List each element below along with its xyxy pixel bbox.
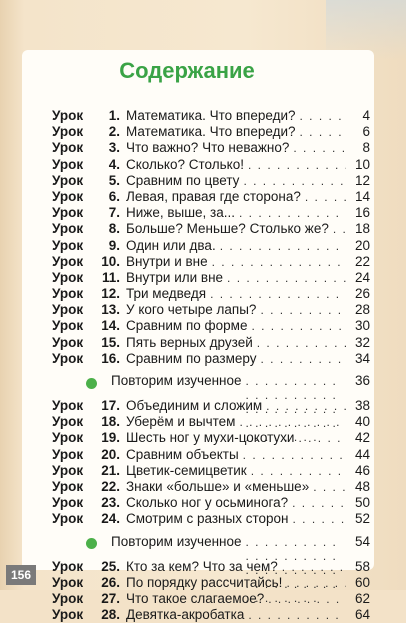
lesson-title: Внутри и вне: [126, 254, 208, 269]
lesson-page: 16: [350, 205, 370, 220]
lesson-label: Урок: [52, 591, 98, 606]
leader-dots: [292, 512, 346, 526]
lesson-number: 13.: [98, 302, 120, 317]
lesson-label: Урок: [52, 140, 98, 155]
green-bullet-icon: [86, 378, 97, 389]
toc-entry[interactable]: [52, 463, 370, 479]
lesson-number: 3.: [98, 140, 120, 155]
lesson-page: 14: [350, 189, 370, 204]
toc-entry[interactable]: [52, 238, 370, 254]
toc-entry[interactable]: [52, 270, 370, 286]
lesson-number: 25.: [98, 559, 120, 574]
lesson-title: Сравним по форме: [126, 318, 247, 333]
lesson-title: Кто за кем? Что за чем?: [126, 559, 278, 574]
review-title: Повторим изученное: [111, 534, 242, 549]
lesson-page: 64: [350, 607, 370, 622]
leader-dots: [227, 271, 346, 285]
lesson-title: Уберём и вычтем: [126, 414, 235, 429]
toc-entry[interactable]: [52, 398, 370, 414]
leader-dots: [243, 448, 346, 462]
toc-entry[interactable]: [52, 173, 370, 189]
lesson-page: 34: [350, 351, 370, 366]
toc-entry[interactable]: [52, 591, 370, 607]
green-bullet-icon: [86, 538, 97, 549]
lesson-title: Цветик-семицветик: [126, 463, 247, 478]
lesson-label: Урок: [52, 173, 98, 188]
toc-review-1[interactable]: [52, 373, 370, 393]
toc-sheet: [22, 50, 374, 570]
lesson-number: 27.: [98, 591, 120, 606]
toc-entry[interactable]: [52, 108, 370, 124]
leader-dots: [282, 560, 346, 574]
leader-dots: [260, 303, 346, 317]
lesson-page: 46: [350, 463, 370, 478]
lesson-page: 12: [350, 173, 370, 188]
lesson-number: 23.: [98, 495, 120, 510]
leader-dots: [212, 255, 346, 269]
toc-entry[interactable]: [52, 140, 370, 156]
lesson-page: 24: [350, 270, 370, 285]
lesson-page: 42: [350, 430, 370, 445]
lesson-page: 44: [350, 447, 370, 462]
lesson-page: 58: [350, 559, 370, 574]
lesson-title: Три медведя: [126, 286, 206, 301]
lesson-number: 4.: [98, 157, 120, 172]
lesson-page: 26: [350, 286, 370, 301]
toc-entry[interactable]: [52, 430, 370, 446]
toc-entry[interactable]: [52, 414, 370, 430]
lesson-page: 60: [350, 575, 370, 590]
lesson-label: Урок: [52, 108, 98, 123]
lesson-title: Ниже, выше, за...: [126, 205, 235, 220]
lesson-number: 26.: [98, 575, 120, 590]
lesson-number: 2.: [98, 124, 120, 139]
lesson-title: Математика. Что впереди?: [126, 124, 296, 139]
lesson-page: 38: [350, 398, 370, 413]
lesson-label: Урок: [52, 205, 98, 220]
toc-entry[interactable]: [52, 189, 370, 205]
page-number: 156: [6, 565, 36, 585]
toc-entry[interactable]: [52, 575, 370, 591]
lesson-page: 30: [350, 318, 370, 333]
lesson-label: Урок: [52, 351, 98, 366]
lesson-page: 48: [350, 479, 370, 494]
lesson-label: Урок: [52, 335, 98, 350]
lesson-label: Урок: [52, 157, 98, 172]
lesson-title: По порядку рассчитайсь!: [126, 575, 282, 590]
toc-entry[interactable]: [52, 559, 370, 575]
toc-review-2[interactable]: [52, 534, 370, 554]
leader-dots: [251, 464, 346, 478]
lesson-page: 22: [350, 254, 370, 269]
leader-dots: [305, 190, 346, 204]
lesson-number: 15.: [98, 335, 120, 350]
toc-entry[interactable]: [52, 607, 370, 623]
toc-entry[interactable]: [52, 335, 370, 351]
leader-dots: [239, 415, 346, 429]
lesson-label: Урок: [52, 189, 98, 204]
leader-dots: [292, 496, 346, 510]
toc-group-2: [52, 398, 370, 528]
leader-dots: [266, 399, 346, 413]
toc-entry[interactable]: [52, 254, 370, 270]
lesson-number: 8.: [98, 221, 120, 236]
lesson-label: Урок: [52, 254, 98, 269]
lesson-title: Шесть ног у мухи-цокотухи: [126, 430, 294, 445]
leader-dots: [243, 174, 346, 188]
lesson-number: 12.: [98, 286, 120, 301]
toc-entry[interactable]: [52, 124, 370, 140]
toc-entry[interactable]: [52, 447, 370, 463]
lesson-page: 20: [350, 238, 370, 253]
toc-entry[interactable]: [52, 302, 370, 318]
lesson-number: 11.: [98, 270, 120, 285]
lesson-label: Урок: [52, 575, 98, 590]
lesson-number: 9.: [98, 238, 120, 253]
toc-entry[interactable]: [52, 495, 370, 511]
lesson-label: Урок: [52, 270, 98, 285]
leader-dots: [293, 141, 346, 155]
lesson-number: 7.: [98, 205, 120, 220]
lesson-number: 20.: [98, 447, 120, 462]
lesson-page: 8: [350, 140, 370, 155]
toc-entry[interactable]: [52, 221, 370, 237]
lesson-number: 5.: [98, 173, 120, 188]
lesson-label: Урок: [52, 607, 98, 622]
lesson-title: Больше? Меньше? Столько же?: [126, 221, 329, 236]
lesson-label: Урок: [52, 511, 98, 526]
lesson-title: Смотрим с разных сторон: [126, 511, 288, 526]
lesson-page: 32: [350, 335, 370, 350]
lesson-title: Что важно? Что неважно?: [126, 140, 289, 155]
lesson-page: 10: [350, 157, 370, 172]
lesson-title: Один или два.: [126, 238, 216, 253]
lesson-number: 17.: [98, 398, 120, 413]
lesson-label: Урок: [52, 238, 98, 253]
leader-dots: [333, 222, 346, 236]
lesson-label: Урок: [52, 221, 98, 236]
lesson-title: Внутри или вне: [126, 270, 223, 285]
lesson-title: Сколько ног у осьминога?: [126, 495, 288, 510]
lesson-number: 1.: [98, 108, 120, 123]
leader-dots: [313, 480, 346, 494]
lesson-label: Урок: [52, 430, 98, 445]
leader-dots: [220, 239, 346, 253]
lesson-page: 18: [350, 221, 370, 236]
lesson-title: Знаки «больше» и «меньше»: [126, 479, 309, 494]
leader-dots: [248, 158, 346, 172]
lesson-page: 28: [350, 302, 370, 317]
lesson-label: Урок: [52, 398, 98, 413]
lesson-label: Урок: [52, 447, 98, 462]
leader-dots: [268, 592, 346, 606]
toc-entry[interactable]: [52, 318, 370, 334]
toc-entry[interactable]: [52, 286, 370, 302]
lesson-title: Сравним по цвету: [126, 173, 239, 188]
lesson-label: Урок: [52, 124, 98, 139]
page-title: Содержание: [22, 58, 352, 84]
lesson-number: 14.: [98, 318, 120, 333]
lesson-title: Девятка-акробатка: [126, 607, 244, 622]
lesson-title: Пять верных друзей: [126, 335, 253, 350]
lesson-number: 24.: [98, 511, 120, 526]
review-title: Повторим изученное: [111, 373, 242, 388]
lesson-title: Что такое слагаемое?: [126, 591, 264, 606]
toc-entry[interactable]: [52, 479, 370, 495]
leader-dots: [261, 352, 347, 366]
leader-dots: [298, 431, 346, 445]
lesson-number: 28.: [98, 607, 120, 622]
lesson-title: Сколько? Столько!: [126, 157, 244, 172]
lesson-label: Урок: [52, 302, 98, 317]
lesson-title: Математика. Что впереди?: [126, 108, 296, 123]
leader-dots: [239, 206, 346, 220]
toc-entry[interactable]: [52, 351, 370, 367]
toc-entry[interactable]: [52, 205, 370, 221]
lesson-number: 18.: [98, 414, 120, 429]
lesson-title: Левая, правая где сторона?: [126, 189, 301, 204]
lesson-label: Урок: [52, 559, 98, 574]
toc-entry[interactable]: [52, 157, 370, 173]
lesson-label: Урок: [52, 479, 98, 494]
lesson-title: У кого четыре лапы?: [126, 302, 256, 317]
lesson-page: 52: [350, 511, 370, 526]
lesson-number: 6.: [98, 189, 120, 204]
lesson-title: Объединим и сложим: [126, 398, 262, 413]
leader-dots: [286, 576, 346, 590]
lesson-number: 16.: [98, 351, 120, 366]
lesson-label: Урок: [52, 463, 98, 478]
lesson-page: 40: [350, 414, 370, 429]
lesson-number: 21.: [98, 463, 120, 478]
lesson-page: 6: [350, 124, 370, 139]
lesson-title: Сравним объекты: [126, 447, 239, 462]
lesson-page: 4: [350, 108, 370, 123]
lesson-number: 19.: [98, 430, 120, 445]
toc-group-1: [52, 108, 370, 367]
leader-dots: [248, 608, 346, 622]
lesson-label: Урок: [52, 318, 98, 333]
lesson-label: Урок: [52, 495, 98, 510]
lesson-page: 62: [350, 591, 370, 606]
leader-dots: [210, 287, 346, 301]
table-of-contents: [52, 108, 370, 623]
toc-entry[interactable]: [52, 511, 370, 527]
leader-dots: [300, 125, 346, 139]
leader-dots: [257, 336, 346, 350]
lesson-label: Урок: [52, 414, 98, 429]
leader-dots: [300, 109, 346, 123]
lesson-number: 10.: [98, 254, 120, 269]
lesson-title: Сравним по размеру: [126, 351, 257, 366]
lesson-label: Урок: [52, 286, 98, 301]
review-page: 54: [350, 534, 370, 549]
review-page: 36: [350, 373, 370, 388]
lesson-number: 22.: [98, 479, 120, 494]
lesson-page: 50: [350, 495, 370, 510]
leader-dots: [251, 319, 346, 333]
